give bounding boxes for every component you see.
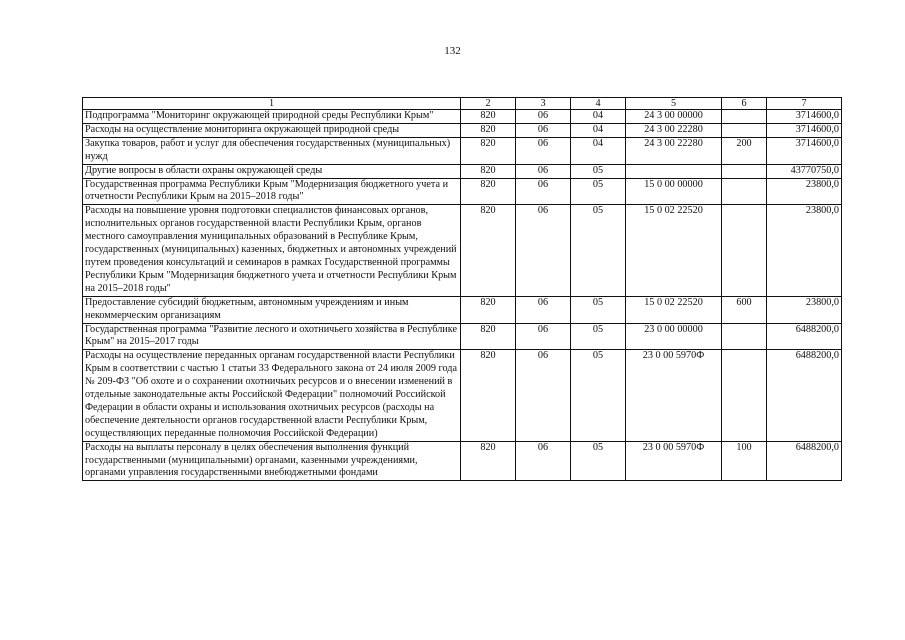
- row-section-code: 06: [516, 137, 571, 164]
- row-amount: 23800,0: [767, 178, 842, 205]
- row-ministry-code: 820: [461, 137, 516, 164]
- row-expense-type: [722, 164, 767, 178]
- row-name: Другие вопросы в области охраны окружающей среды: [83, 164, 461, 178]
- row-ministry-code: 820: [461, 350, 516, 441]
- row-amount: 43770750,0: [767, 164, 842, 178]
- row-section-code: 06: [516, 123, 571, 137]
- table-row: [83, 205, 842, 296]
- row-amount: 23800,0: [767, 205, 842, 296]
- row-amount: 6488200,0: [767, 350, 842, 441]
- column-header: 7: [767, 98, 842, 110]
- row-target-code: 15 0 02 22520: [626, 205, 722, 296]
- row-section-code: 06: [516, 296, 571, 323]
- row-ministry-code: 820: [461, 123, 516, 137]
- table-row: [83, 164, 842, 178]
- page-number: 132: [444, 45, 461, 57]
- row-expense-type: [722, 323, 767, 350]
- row-ministry-code: 820: [461, 164, 516, 178]
- row-section-code: 06: [516, 110, 571, 124]
- row-name: Расходы на осуществление мониторинга окружающей природной среды: [83, 123, 461, 137]
- row-amount: 23800,0: [767, 296, 842, 323]
- row-target-code: 24 3 00 22280: [626, 137, 722, 164]
- table-header-row: [83, 98, 842, 110]
- row-expense-type: [722, 205, 767, 296]
- row-target-code: 15 0 00 00000: [626, 178, 722, 205]
- row-expense-type: 600: [722, 296, 767, 323]
- row-subsection-code: 04: [571, 137, 626, 164]
- row-subsection-code: 04: [571, 123, 626, 137]
- row-section-code: 06: [516, 178, 571, 205]
- row-section-code: 06: [516, 350, 571, 441]
- row-amount: 6488200,0: [767, 441, 842, 481]
- row-target-code: [626, 164, 722, 178]
- column-header: 6: [722, 98, 767, 110]
- row-expense-type: [722, 350, 767, 441]
- row-name: Расходы на повышение уровня подготовки специалистов финансовых органов, исполнительных органов государственной власти Республики Крым, органов местного самоуправления муниципальных образований в Республике Крым, государственных (муниципальных) казенных, бюджетных и автономных учреждений путем проведения консультаций и семинаров в рамках Государственной программы Республики Крым "Модернизация бюджетного учета и отчетности Республики Крым на 2015–2018 годы": [83, 205, 461, 296]
- table-row: [83, 137, 842, 164]
- row-subsection-code: 05: [571, 178, 626, 205]
- row-section-code: 06: [516, 323, 571, 350]
- table-row: [83, 441, 842, 481]
- row-name: Предоставление субсидий бюджетным, автономным учреждениям и иным некоммерческим организациям: [83, 296, 461, 323]
- row-ministry-code: 820: [461, 296, 516, 323]
- column-header: 4: [571, 98, 626, 110]
- row-ministry-code: 820: [461, 110, 516, 124]
- row-expense-type: 200: [722, 137, 767, 164]
- row-amount: 3714600,0: [767, 123, 842, 137]
- row-ministry-code: 820: [461, 441, 516, 481]
- row-section-code: 06: [516, 205, 571, 296]
- table-row: [83, 296, 842, 323]
- row-target-code: 23 0 00 00000: [626, 323, 722, 350]
- row-section-code: 06: [516, 441, 571, 481]
- row-expense-type: [722, 178, 767, 205]
- row-target-code: 23 0 00 5970Ф: [626, 350, 722, 441]
- row-target-code: 23 0 00 5970Ф: [626, 441, 722, 481]
- row-subsection-code: 05: [571, 205, 626, 296]
- table-row: [83, 123, 842, 137]
- table-row: [83, 110, 842, 124]
- row-target-code: 24 3 00 22280: [626, 123, 722, 137]
- row-subsection-code: 05: [571, 296, 626, 323]
- row-subsection-code: 05: [571, 164, 626, 178]
- row-target-code: 15 0 02 22520: [626, 296, 722, 323]
- row-name: Расходы на выплаты персоналу в целях обеспечения выполнения функций государственными (муниципальными) органами, казенными учреждениями, органами управления государственными внебюджетными фондами: [83, 441, 461, 481]
- column-header: 5: [626, 98, 722, 110]
- row-subsection-code: 04: [571, 110, 626, 124]
- row-expense-type: [722, 123, 767, 137]
- row-subsection-code: 05: [571, 441, 626, 481]
- row-name: Подпрограмма "Мониторинг окружающей природной среды Республики Крым": [83, 110, 461, 124]
- row-amount: 6488200,0: [767, 323, 842, 350]
- row-name: Расходы на осуществление переданных органам государственной власти Республики Крым в соответствии с частью 1 статьи 33 Федерального закона от 24 июля 2009 года № 209-ФЗ "Об охоте и о сохранении охотничьих ресурсов и о внесении изменений в отдельные законодательные акты Российской Федерации" полномочий Российской Федерации в области охраны и использования охотничьих ресурсов (расходы на обеспечение деятельности органов государственной власти Республики Крым, осуществляющих переданные полномочия Российской Федерации): [83, 350, 461, 441]
- table-row: [83, 323, 842, 350]
- row-ministry-code: 820: [461, 178, 516, 205]
- row-expense-type: 100: [722, 441, 767, 481]
- row-amount: 3714600,0: [767, 137, 842, 164]
- row-section-code: 06: [516, 164, 571, 178]
- row-ministry-code: 820: [461, 205, 516, 296]
- row-subsection-code: 05: [571, 323, 626, 350]
- column-header: 2: [461, 98, 516, 110]
- row-name: Закупка товаров, работ и услуг для обеспечения государственных (муниципальных) нужд: [83, 137, 461, 164]
- row-name: Государственная программа "Развитие лесного и охотничьего хозяйства в Республике Крым" на 2015–2017 годы: [83, 323, 461, 350]
- budget-table: [82, 97, 842, 481]
- row-subsection-code: 05: [571, 350, 626, 441]
- table-row: [83, 178, 842, 205]
- row-name: Государственная программа Республики Крым "Модернизация бюджетного учета и отчетности Республики Крым на 2015–2018 годы": [83, 178, 461, 205]
- row-target-code: 24 3 00 00000: [626, 110, 722, 124]
- column-header: 1: [83, 98, 461, 110]
- row-ministry-code: 820: [461, 323, 516, 350]
- column-header: 3: [516, 98, 571, 110]
- row-expense-type: [722, 110, 767, 124]
- table-row: [83, 350, 842, 441]
- row-amount: 3714600,0: [767, 110, 842, 124]
